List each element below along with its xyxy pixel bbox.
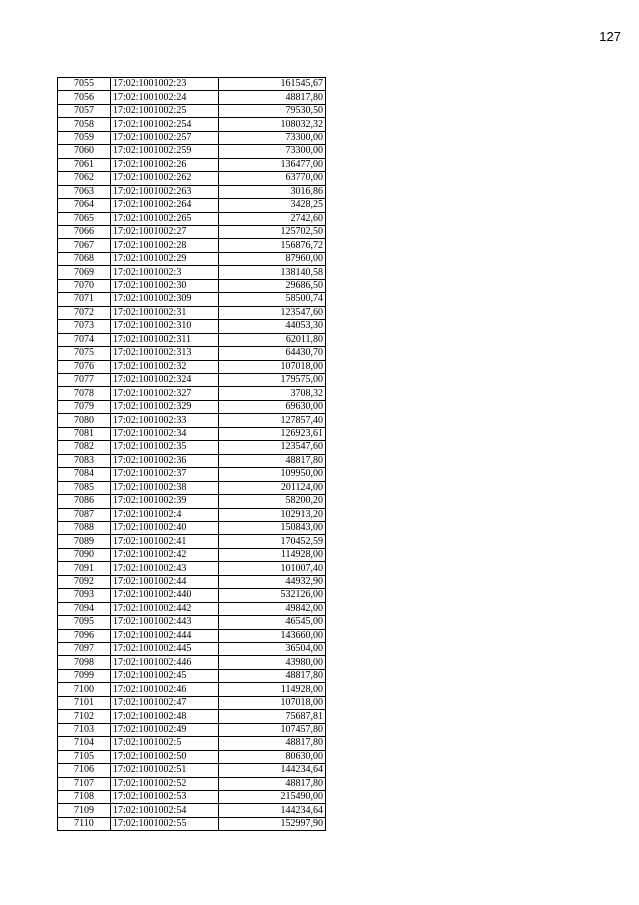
cadastral-number-cell: 17:02:1001002:46: [111, 683, 219, 696]
cadastral-number-cell: 17:02:1001002:40: [111, 521, 219, 534]
cadastral-number-cell: 17:02:1001002:444: [111, 629, 219, 642]
value-cell: 48817,80: [219, 737, 326, 750]
value-cell: 101007,40: [219, 562, 326, 575]
cadastral-number-cell: 17:02:1001002:5: [111, 737, 219, 750]
cadastral-number-cell: 17:02:1001002:34: [111, 427, 219, 440]
table-row: [58, 696, 326, 709]
table-row: [58, 521, 326, 534]
value-cell: 179575,00: [219, 373, 326, 386]
cadastral-number-cell: 17:02:1001002:43: [111, 562, 219, 575]
row-index-cell: 7082: [58, 441, 111, 454]
row-index-cell: 7071: [58, 293, 111, 306]
table-row: [58, 400, 326, 413]
value-cell: 48817,80: [219, 91, 326, 104]
value-cell: 102913,20: [219, 508, 326, 521]
table-row: [58, 495, 326, 508]
cadastral-number-cell: 17:02:1001002:23: [111, 78, 219, 91]
table-row: [58, 737, 326, 750]
value-cell: 201124,00: [219, 481, 326, 494]
row-index-cell: 7101: [58, 696, 111, 709]
cadastral-number-cell: 17:02:1001002:265: [111, 212, 219, 225]
table-row: [58, 589, 326, 602]
table-row: [58, 817, 326, 830]
value-cell: 48817,80: [219, 454, 326, 467]
row-index-cell: 7097: [58, 643, 111, 656]
cadastral-number-cell: 17:02:1001002:28: [111, 239, 219, 252]
cadastral-number-cell: 17:02:1001002:36: [111, 454, 219, 467]
row-index-cell: 7058: [58, 118, 111, 131]
row-index-cell: 7090: [58, 548, 111, 561]
value-cell: 64430,70: [219, 347, 326, 360]
table-row: [58, 723, 326, 736]
value-cell: 79530,50: [219, 104, 326, 117]
cadastral-number-cell: 17:02:1001002:4: [111, 508, 219, 521]
value-cell: 170452,59: [219, 535, 326, 548]
table-row: [58, 387, 326, 400]
row-index-cell: 7059: [58, 131, 111, 144]
cadastral-number-cell: 17:02:1001002:33: [111, 414, 219, 427]
cadastral-number-cell: 17:02:1001002:445: [111, 643, 219, 656]
cadastral-number-cell: 17:02:1001002:24: [111, 91, 219, 104]
table-row: [58, 279, 326, 292]
cadastral-number-cell: 17:02:1001002:54: [111, 804, 219, 817]
cadastral-number-cell: 17:02:1001002:37: [111, 468, 219, 481]
row-index-cell: 7055: [58, 78, 111, 91]
cadastral-number-cell: 17:02:1001002:309: [111, 293, 219, 306]
cadastral-number-cell: 17:02:1001002:26: [111, 158, 219, 171]
cadastral-number-cell: 17:02:1001002:443: [111, 616, 219, 629]
row-index-cell: 7065: [58, 212, 111, 225]
value-cell: 144234,64: [219, 804, 326, 817]
table-row: [58, 629, 326, 642]
value-cell: 150843,00: [219, 521, 326, 534]
row-index-cell: 7067: [58, 239, 111, 252]
table-row: [58, 481, 326, 494]
row-index-cell: 7095: [58, 616, 111, 629]
row-index-cell: 7080: [58, 414, 111, 427]
value-cell: 3016,86: [219, 185, 326, 198]
cadastral-number-cell: 17:02:1001002:35: [111, 441, 219, 454]
row-index-cell: 7109: [58, 804, 111, 817]
table-row: [58, 683, 326, 696]
cadastral-number-cell: 17:02:1001002:311: [111, 333, 219, 346]
row-index-cell: 7099: [58, 669, 111, 682]
row-index-cell: 7093: [58, 589, 111, 602]
table-row: [58, 172, 326, 185]
table-row: [58, 145, 326, 158]
value-cell: 107457,80: [219, 723, 326, 736]
cadastral-number-cell: 17:02:1001002:262: [111, 172, 219, 185]
row-index-cell: 7108: [58, 791, 111, 804]
table-row: [58, 158, 326, 171]
value-cell: 123547,60: [219, 441, 326, 454]
cadastral-number-cell: 17:02:1001002:48: [111, 710, 219, 723]
row-index-cell: 7070: [58, 279, 111, 292]
table-row: [58, 750, 326, 763]
row-index-cell: 7100: [58, 683, 111, 696]
value-cell: 73300,00: [219, 131, 326, 144]
cadastral-number-cell: 17:02:1001002:41: [111, 535, 219, 548]
value-cell: 69630,00: [219, 400, 326, 413]
table-row: [58, 225, 326, 238]
row-index-cell: 7107: [58, 777, 111, 790]
value-cell: 48817,80: [219, 669, 326, 682]
table-row: [58, 535, 326, 548]
value-cell: 143660,00: [219, 629, 326, 642]
value-cell: 3708,32: [219, 387, 326, 400]
value-cell: 43980,00: [219, 656, 326, 669]
row-index-cell: 7064: [58, 199, 111, 212]
cadastral-number-cell: 17:02:1001002:29: [111, 252, 219, 265]
row-index-cell: 7073: [58, 320, 111, 333]
table-row: [58, 373, 326, 386]
value-cell: 107018,00: [219, 696, 326, 709]
table-row: [58, 266, 326, 279]
row-index-cell: 7062: [58, 172, 111, 185]
row-index-cell: 7063: [58, 185, 111, 198]
row-index-cell: 7085: [58, 481, 111, 494]
value-cell: 532126,00: [219, 589, 326, 602]
value-cell: 114928,00: [219, 683, 326, 696]
row-index-cell: 7102: [58, 710, 111, 723]
value-cell: 156876,72: [219, 239, 326, 252]
value-cell: 2742,60: [219, 212, 326, 225]
cadastral-number-cell: 17:02:1001002:440: [111, 589, 219, 602]
table-row: [58, 454, 326, 467]
table-row: [58, 616, 326, 629]
value-cell: 152997,90: [219, 817, 326, 830]
cadastral-number-cell: 17:02:1001002:49: [111, 723, 219, 736]
table-row: [58, 764, 326, 777]
cadastral-number-cell: 17:02:1001002:446: [111, 656, 219, 669]
value-cell: 44053,30: [219, 320, 326, 333]
table-row: [58, 804, 326, 817]
value-cell: 126923,61: [219, 427, 326, 440]
table-row: [58, 104, 326, 117]
table-row: [58, 131, 326, 144]
table-row: [58, 427, 326, 440]
cadastral-number-cell: 17:02:1001002:47: [111, 696, 219, 709]
cadastral-number-cell: 17:02:1001002:442: [111, 602, 219, 615]
value-cell: 58200,20: [219, 495, 326, 508]
row-index-cell: 7081: [58, 427, 111, 440]
row-index-cell: 7084: [58, 468, 111, 481]
row-index-cell: 7076: [58, 360, 111, 373]
cadastral-number-cell: 17:02:1001002:31: [111, 306, 219, 319]
cadastral-number-cell: 17:02:1001002:25: [111, 104, 219, 117]
table-row: [58, 508, 326, 521]
table-row: [58, 306, 326, 319]
cadastral-number-cell: 17:02:1001002:53: [111, 791, 219, 804]
cadastral-number-cell: 17:02:1001002:39: [111, 495, 219, 508]
cadastral-number-cell: 17:02:1001002:254: [111, 118, 219, 131]
page-number: 127: [599, 29, 621, 44]
value-cell: 63770,00: [219, 172, 326, 185]
table-row: [58, 656, 326, 669]
value-cell: 48817,80: [219, 777, 326, 790]
value-cell: 62011,80: [219, 333, 326, 346]
table-row: [58, 293, 326, 306]
row-index-cell: 7083: [58, 454, 111, 467]
table-row: [58, 78, 326, 91]
value-cell: 73300,00: [219, 145, 326, 158]
row-index-cell: 7098: [58, 656, 111, 669]
cadastral-number-cell: 17:02:1001002:329: [111, 400, 219, 413]
row-index-cell: 7104: [58, 737, 111, 750]
value-cell: 49842,00: [219, 602, 326, 615]
row-index-cell: 7074: [58, 333, 111, 346]
value-cell: 80630,00: [219, 750, 326, 763]
value-cell: 58500,74: [219, 293, 326, 306]
value-cell: 161545,67: [219, 78, 326, 91]
cadastral-number-cell: 17:02:1001002:327: [111, 387, 219, 400]
row-index-cell: 7066: [58, 225, 111, 238]
table-row: [58, 252, 326, 265]
table-body: [58, 78, 326, 831]
row-index-cell: 7078: [58, 387, 111, 400]
row-index-cell: 7096: [58, 629, 111, 642]
table-row: [58, 468, 326, 481]
row-index-cell: 7105: [58, 750, 111, 763]
table-row: [58, 185, 326, 198]
cadastral-number-cell: 17:02:1001002:263: [111, 185, 219, 198]
cadastral-number-cell: 17:02:1001002:3: [111, 266, 219, 279]
row-index-cell: 7072: [58, 306, 111, 319]
table-row: [58, 602, 326, 615]
cadastral-number-cell: 17:02:1001002:51: [111, 764, 219, 777]
cadastral-number-cell: 17:02:1001002:257: [111, 131, 219, 144]
value-cell: 108032,32: [219, 118, 326, 131]
cadastral-number-cell: 17:02:1001002:32: [111, 360, 219, 373]
table-row: [58, 562, 326, 575]
cadastral-number-cell: 17:02:1001002:310: [111, 320, 219, 333]
value-cell: 127857,40: [219, 414, 326, 427]
value-cell: 29686,50: [219, 279, 326, 292]
row-index-cell: 7069: [58, 266, 111, 279]
table-row: [58, 118, 326, 131]
value-cell: 3428,25: [219, 199, 326, 212]
table-row: [58, 347, 326, 360]
cadastral-number-cell: 17:02:1001002:27: [111, 225, 219, 238]
row-index-cell: 7103: [58, 723, 111, 736]
row-index-cell: 7091: [58, 562, 111, 575]
cadastral-number-cell: 17:02:1001002:44: [111, 575, 219, 588]
value-cell: 109950,00: [219, 468, 326, 481]
value-cell: 36504,00: [219, 643, 326, 656]
row-index-cell: 7089: [58, 535, 111, 548]
table-row: [58, 791, 326, 804]
row-index-cell: 7094: [58, 602, 111, 615]
table-row: [58, 441, 326, 454]
row-index-cell: 7079: [58, 400, 111, 413]
table-row: [58, 199, 326, 212]
value-cell: 215490,00: [219, 791, 326, 804]
table-row: [58, 643, 326, 656]
value-cell: 125702,50: [219, 225, 326, 238]
value-cell: 136477,00: [219, 158, 326, 171]
value-cell: 46545,00: [219, 616, 326, 629]
row-index-cell: 7088: [58, 521, 111, 534]
cadastral-number-cell: 17:02:1001002:264: [111, 199, 219, 212]
cadastral-number-cell: 17:02:1001002:259: [111, 145, 219, 158]
row-index-cell: 7086: [58, 495, 111, 508]
value-cell: 87960,00: [219, 252, 326, 265]
cadastral-value-table: [57, 77, 326, 831]
value-cell: 44932,90: [219, 575, 326, 588]
table-row: [58, 91, 326, 104]
table-row: [58, 212, 326, 225]
value-cell: 144234,64: [219, 764, 326, 777]
table-row: [58, 320, 326, 333]
row-index-cell: 7110: [58, 817, 111, 830]
row-index-cell: 7092: [58, 575, 111, 588]
table-row: [58, 548, 326, 561]
value-cell: 138140,58: [219, 266, 326, 279]
row-index-cell: 7056: [58, 91, 111, 104]
table-row: [58, 360, 326, 373]
row-index-cell: 7061: [58, 158, 111, 171]
row-index-cell: 7057: [58, 104, 111, 117]
row-index-cell: 7075: [58, 347, 111, 360]
table-row: [58, 414, 326, 427]
table-row: [58, 777, 326, 790]
row-index-cell: 7106: [58, 764, 111, 777]
cadastral-number-cell: 17:02:1001002:313: [111, 347, 219, 360]
table-row: [58, 669, 326, 682]
table-row: [58, 239, 326, 252]
row-index-cell: 7087: [58, 508, 111, 521]
table-row: [58, 333, 326, 346]
cadastral-number-cell: 17:02:1001002:52: [111, 777, 219, 790]
cadastral-number-cell: 17:02:1001002:50: [111, 750, 219, 763]
value-cell: 114928,00: [219, 548, 326, 561]
row-index-cell: 7077: [58, 373, 111, 386]
cadastral-number-cell: 17:02:1001002:45: [111, 669, 219, 682]
cadastral-number-cell: 17:02:1001002:30: [111, 279, 219, 292]
cadastral-number-cell: 17:02:1001002:42: [111, 548, 219, 561]
value-cell: 123547,60: [219, 306, 326, 319]
value-cell: 107018,00: [219, 360, 326, 373]
table-row: [58, 710, 326, 723]
cadastral-number-cell: 17:02:1001002:38: [111, 481, 219, 494]
table-row: [58, 575, 326, 588]
value-cell: 75687,81: [219, 710, 326, 723]
cadastral-number-cell: 17:02:1001002:324: [111, 373, 219, 386]
row-index-cell: 7068: [58, 252, 111, 265]
row-index-cell: 7060: [58, 145, 111, 158]
cadastral-number-cell: 17:02:1001002:55: [111, 817, 219, 830]
